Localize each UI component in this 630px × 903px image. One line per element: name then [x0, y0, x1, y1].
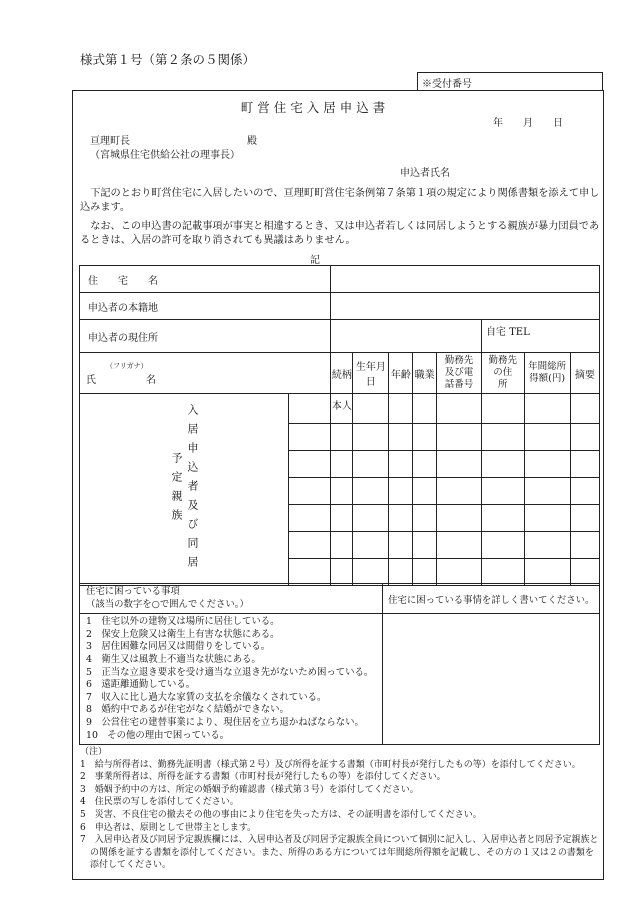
workplace-field[interactable]: [437, 559, 482, 586]
note-item: 3 婚姻予約中の方は、所定の婚姻予約確認書（様式第３号）を添付してください。: [80, 784, 419, 795]
remarks-field[interactable]: [570, 559, 599, 586]
relation-field[interactable]: [331, 505, 353, 532]
header-relation: 続柄: [331, 353, 353, 394]
date-field: 年 月 日: [493, 118, 563, 129]
trouble-detail-field[interactable]: [383, 614, 600, 745]
workplace-field[interactable]: [437, 424, 482, 451]
housing-name-field[interactable]: [331, 266, 600, 293]
relation-field[interactable]: [331, 424, 353, 451]
member-name-field[interactable]: [289, 424, 331, 451]
note-item: 7 入居申込者及び同居予定親族欄には、入居申込者及び同居予定親族全員について個別に記入し、入居申込者と同居予定親族との関係を証する書類を添付してください。また、所得のある方については年間総所得額を記載し、その方の１又は２の書類を添付してください。: [80, 835, 599, 871]
member-name-field[interactable]: [289, 532, 331, 559]
housing-trouble-table: [79, 583, 600, 745]
note-item: 1 給与所得者は、勤務先証明書（様式第２号）及び所得を証する書類（市町村長が発行したもの等）を添付してください。: [80, 759, 581, 770]
income-field[interactable]: [524, 451, 570, 478]
header-name: [80, 353, 331, 394]
addressee-mayor: 亘理町長: [90, 136, 130, 147]
age-field[interactable]: [389, 559, 413, 586]
header-job: 職業: [413, 353, 437, 394]
notes-head: （注）: [80, 747, 108, 757]
relation-field[interactable]: [331, 532, 353, 559]
header-workplace: 勤務先及び電話番号: [437, 353, 482, 394]
age-field[interactable]: [389, 532, 413, 559]
job-field[interactable]: [413, 478, 437, 505]
note-item: 2 事業所得者は、所得を証する書類（市町村長が発行したもの等）を添付してください。: [80, 772, 446, 783]
member-name-field[interactable]: [289, 505, 331, 532]
work-address-field[interactable]: [481, 451, 524, 478]
birthdate-field[interactable]: [353, 505, 389, 532]
job-field[interactable]: [413, 451, 437, 478]
list-item[interactable]: 3 居住困難な同居又は間借りをしている。: [86, 641, 271, 653]
job-field[interactable]: [413, 559, 437, 586]
member-name-field[interactable]: [289, 394, 331, 424]
list-item[interactable]: 1 住宅以外の建物又は場所に居住している。: [86, 616, 280, 628]
birthdate-field[interactable]: [353, 478, 389, 505]
form-title: 町営住宅入居申込書: [240, 100, 390, 115]
list-item[interactable]: 7 収入に比し過大な家賃の支払を余儀なくされている。: [86, 691, 327, 703]
header-furigana: （フリガナ）: [106, 361, 148, 370]
home-tel-label: 自宅 TEL: [485, 327, 530, 338]
list-item[interactable]: 2 保安上危険又は衛生上有害な状態にある。: [86, 628, 280, 640]
income-field[interactable]: [524, 559, 570, 586]
header-name-label: 氏 名: [86, 374, 156, 386]
work-address-field[interactable]: [481, 505, 524, 532]
header-income: 年間総所得額(円): [524, 353, 570, 394]
workplace-field[interactable]: [437, 394, 482, 424]
relation-self: 本人: [331, 394, 353, 424]
header-age: 年齢: [389, 353, 413, 394]
list-item[interactable]: 5 正当な立退き要求を受け適当な立退き先がないため困っている。: [86, 666, 374, 678]
remarks-field[interactable]: [570, 505, 599, 532]
remarks-field[interactable]: [570, 394, 599, 424]
trouble-title: 住宅に困っている事項: [86, 586, 180, 597]
header-remarks: 摘要: [570, 353, 599, 394]
home-tel-field[interactable]: [481, 320, 599, 353]
trouble-detail-header: 住宅に困っている事情を詳しく書いてください。: [383, 584, 600, 614]
birthdate-field[interactable]: [353, 451, 389, 478]
work-address-field[interactable]: [481, 394, 524, 424]
note-item: 6 申込者は、原則として世帯主とします。: [80, 822, 257, 833]
remarks-field[interactable]: [570, 451, 599, 478]
workplace-field[interactable]: [437, 532, 482, 559]
work-address-field[interactable]: [481, 424, 524, 451]
receipt-number-box: ※受付番号: [417, 72, 603, 90]
workplace-field[interactable]: [437, 451, 482, 478]
list-item[interactable]: 8 婚約中であるが住宅がなく結婚ができない。: [86, 704, 289, 716]
birthdate-field[interactable]: [353, 424, 389, 451]
list-item[interactable]: 9 公営住宅の建替事業により、現住居を立ち退かねばならない。: [86, 716, 364, 728]
honorific: 殿: [247, 136, 257, 147]
job-field[interactable]: [413, 394, 437, 424]
addressee-corporation: （宮城県住宅供給公社の理事長）: [90, 150, 240, 161]
income-field[interactable]: [524, 505, 570, 532]
job-field[interactable]: [413, 424, 437, 451]
header-work-address: 勤務先の住 所: [481, 353, 524, 394]
remarks-field[interactable]: [570, 478, 599, 505]
work-address-field[interactable]: [481, 478, 524, 505]
trouble-list: [80, 614, 383, 745]
work-address-field[interactable]: [481, 532, 524, 559]
relation-field[interactable]: [331, 478, 353, 505]
remarks-field[interactable]: [570, 532, 599, 559]
housing-name-label: 住 宅 名: [80, 266, 331, 293]
remarks-field[interactable]: [570, 424, 599, 451]
income-field[interactable]: [524, 424, 570, 451]
application-statement: 下記のとおり町営住宅に入居したいので、亘理町町営住宅条例第７条第１項の規定により関係書類を添えて申し込みます。: [80, 188, 600, 213]
age-field[interactable]: [389, 505, 413, 532]
income-field[interactable]: [524, 532, 570, 559]
trouble-subtitle: （該当の数字を○で囲んでください。）: [86, 598, 249, 610]
work-address-field[interactable]: [481, 559, 524, 586]
note-item: 5 災害、不良住宅の撤去その他の事由により住宅を失った方は、その証明書を添付してください。: [80, 809, 482, 820]
workplace-field[interactable]: [437, 478, 482, 505]
age-field[interactable]: [389, 424, 413, 451]
relation-field[interactable]: [331, 559, 353, 586]
birthdate-field[interactable]: [353, 394, 389, 424]
income-field[interactable]: [524, 478, 570, 505]
list-item[interactable]: 4 衛生又は風教上不適当な状態にある。: [86, 653, 261, 665]
member-name-field[interactable]: [289, 559, 331, 586]
trouble-header: [80, 584, 383, 614]
domicile-label: 申込者の本籍地: [80, 293, 331, 320]
list-item[interactable]: 6 遠距離通勤している。: [86, 679, 196, 691]
application-table: [79, 265, 600, 586]
workplace-field[interactable]: [437, 505, 482, 532]
birthdate-field[interactable]: [353, 559, 389, 586]
relation-field[interactable]: [331, 451, 353, 478]
job-field[interactable]: [413, 532, 437, 559]
header-birthdate: 生年月日: [353, 353, 389, 394]
age-field[interactable]: [389, 478, 413, 505]
age-field[interactable]: [389, 394, 413, 424]
member-name-field[interactable]: [289, 451, 331, 478]
list-item[interactable]: 10 その他の理由で困っている。: [86, 729, 230, 741]
birthdate-field[interactable]: [353, 532, 389, 559]
note-item: 4 住民票の写しを添付してください。: [80, 797, 239, 808]
applicant-name-label: 申込者氏名: [400, 168, 450, 179]
ki-mark: 記: [310, 255, 320, 266]
domicile-field[interactable]: [331, 293, 600, 320]
address-label: 申込者の現住所: [80, 320, 331, 353]
notes-section: [80, 746, 600, 872]
form-number: 様式第１号（第２条の５関係）: [80, 52, 256, 67]
age-field[interactable]: [389, 451, 413, 478]
job-field[interactable]: [413, 505, 437, 532]
member-name-field[interactable]: [289, 478, 331, 505]
address-field[interactable]: [331, 320, 482, 353]
declaration-statement: なお、この申込書の記載事項が事実と相違するとき、又は申込者若しくは同居しようとする親族が暴力団員であるときは、入居の許可を取り消されても異議はありません。: [80, 221, 600, 246]
household-side-label: 入居申込者及び同居予定親族: [80, 394, 289, 586]
income-field[interactable]: [524, 394, 570, 424]
